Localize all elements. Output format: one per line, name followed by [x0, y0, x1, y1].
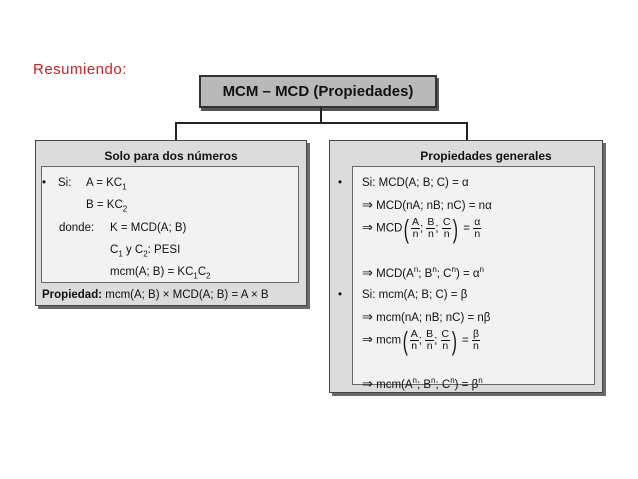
diagram-title-box: [199, 75, 437, 108]
left-property: Propiedad: mcm(A; B) × MCD(A; B) = A × B: [42, 289, 269, 301]
right-line-mcd-fraction: ⇒ MCD( $\frac{A}{n}$ ; $\frac{B}{n}$ ; $\frac{C}{n}$ ) = $\frac{\alpha}{n}$: [362, 213, 481, 244]
connector-left-drop: [175, 122, 177, 140]
left-donde-label: donde:: [59, 222, 95, 234]
left-si-label: Si:: [58, 177, 72, 189]
connector-stem: [320, 108, 322, 123]
left-panel: [35, 140, 307, 306]
right-panel-title: Propiedades generales: [420, 149, 552, 163]
left-panel-title: Solo para dos números: [104, 149, 238, 163]
left-bullet: •: [42, 177, 47, 189]
right-line-mcd-scaled: ⇒ MCD(nA; nB; nC) = nα: [362, 197, 492, 212]
right-bullet-2: •: [338, 289, 343, 301]
diagram-title: MCM – MCD (Propiedades): [222, 83, 414, 100]
left-pesi: $C_1$ y $C_2$: PESI: [110, 244, 181, 259]
right-line-mcm-power: ⇒ $mcm(A^n$; $B^n$; $C^n) = \beta^n$: [362, 375, 483, 391]
left-eq-a: $A = KC_1$: [86, 177, 127, 192]
left-eq-mcm: mcm(A; $B) = KC_1C_2$: [110, 266, 211, 281]
right-line-mcd-def: Si: MCD(A; B; C) = α: [362, 177, 469, 189]
connector-right-drop: [466, 122, 468, 140]
heading-resumiendo: Resumiendo:: [33, 61, 127, 78]
right-bullet-1: •: [338, 177, 343, 189]
left-eq-b: $B = KC_2$: [86, 199, 128, 214]
right-panel: [329, 140, 603, 393]
right-line-mcm-def: Si: mcm(A; B; C) = β: [362, 289, 468, 301]
left-eq-k: K = MCD(A; B): [110, 222, 187, 234]
right-line-mcm-scaled: ⇒ mcm(nA; nB; nC) = nβ: [362, 309, 491, 324]
right-line-mcd-power: ⇒ $MCD(A^n$; $B^n$; $C^n) = \alpha^n$: [362, 264, 484, 280]
connector-horizontal: [175, 122, 467, 124]
right-line-mcm-fraction: ⇒ mcm( $\frac{A}{n}$ ; $\frac{B}{n}$ ; $\frac{C}{n}$ ) = $\frac{\beta}{n}$: [362, 325, 479, 356]
